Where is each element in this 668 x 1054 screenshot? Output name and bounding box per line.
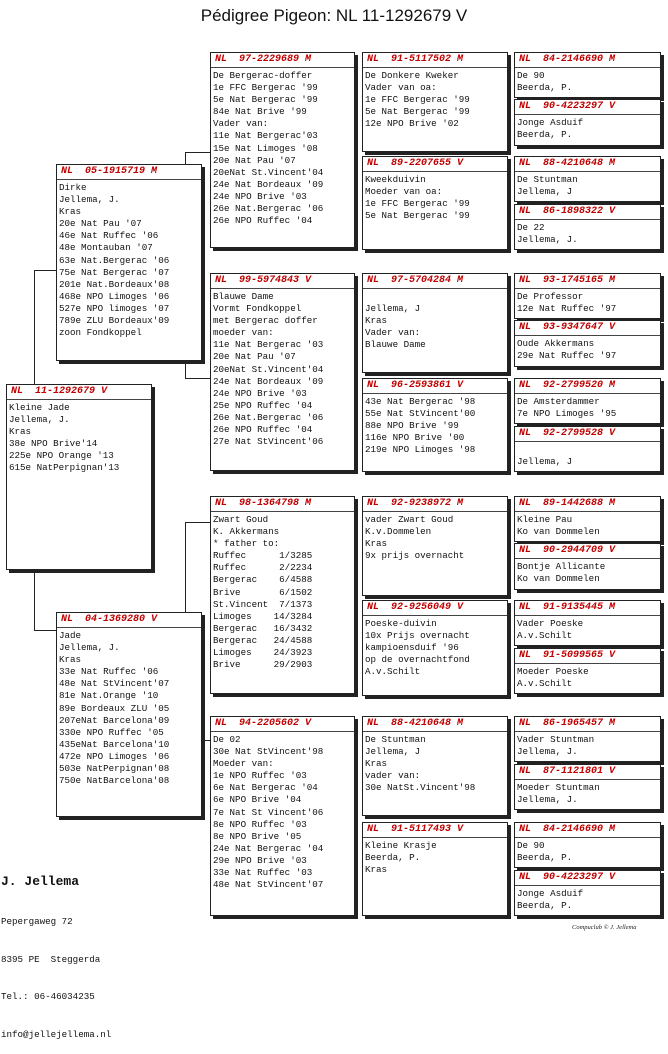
ring-number: NL 93-9347647 V (515, 321, 660, 336)
ring-number: NL 97-5704284 M (363, 274, 507, 289)
detail-line: 88e NPO Brive '99 (365, 420, 459, 432)
detail-line: 26e Nat.Bergerac '06 (213, 203, 324, 215)
ring-number: NL 91-5099565 V (515, 649, 660, 664)
detail-line: De 90 (517, 70, 545, 81)
connector-line (34, 270, 56, 271)
detail-line: Jonge Asduif (517, 117, 584, 128)
detail-line: Jellema, J (365, 303, 421, 315)
detail-line: Oude Akkermans (517, 338, 595, 349)
detail-line: Vader van oa: (365, 82, 437, 94)
pigeon-details (515, 172, 660, 198)
pedigree-card-g8 (514, 426, 661, 472)
ring-number: NL 05-1915719 M (57, 165, 201, 180)
pedigree-card-mother (56, 612, 202, 817)
pigeon-details (7, 400, 151, 475)
detail-line: Beerda, P. (517, 852, 573, 864)
detail-line: 48e Nat StVincent'07 (213, 879, 324, 891)
pedigree-card-ffm (362, 156, 508, 250)
detail-line: A.v.Schilt (517, 678, 573, 690)
pigeon-details (363, 732, 507, 794)
detail-line: 26e NPO Ruffec '04 (213, 424, 313, 436)
ring-number: NL 90-4223297 V (515, 871, 660, 886)
detail-line: 225e NPO Orange '13 (9, 450, 114, 462)
detail-line: 26e NPO Ruffec '04 (213, 215, 313, 227)
detail-line: Moeder Stuntman (517, 782, 600, 793)
pedigree-card-g11 (514, 600, 661, 646)
pigeon-details (515, 442, 660, 468)
detail-line: 789e ZLU Bordeaux'09 (59, 315, 170, 327)
pedigree-card-g12 (514, 648, 661, 694)
detail-line: 10x Prijs overnacht (365, 630, 470, 642)
detail-line: Kras (365, 538, 388, 550)
pigeon-details (515, 220, 660, 246)
connector-line (185, 522, 186, 612)
pedigree-card-g14 (514, 764, 661, 810)
detail-line: 29e NPO Brive '03 (213, 854, 307, 866)
detail-line (517, 444, 660, 456)
detail-line: Ko van Dommelen (517, 526, 600, 538)
detail-line: 20e Nat Pau '07 (213, 154, 296, 166)
pigeon-details (363, 394, 507, 456)
detail-line: 6e Nat Bergerac '04 (213, 782, 318, 794)
detail-line: K.v.Dommelen (365, 526, 432, 538)
pigeon-details (363, 512, 507, 562)
detail-line: 24e NPO Brive '03 (213, 190, 307, 202)
detail-line: 435eNat Barcelona'10 (59, 738, 170, 750)
detail-line: 615e NatPerpignan'13 (9, 462, 120, 474)
detail-line: 8e NPO Brive '05 (213, 830, 302, 842)
pedigree-card-g5 (514, 273, 661, 319)
detail-line: 48e Montauban '07 (59, 242, 153, 254)
pedigree-card-subject (6, 384, 152, 570)
detail-line: Bergerac 16/3432 (213, 622, 313, 634)
detail-line: 11e Nat Bergerac '03 (213, 339, 324, 351)
detail-line: met Bergerac doffer (213, 315, 318, 327)
pedigree-card-g13 (514, 716, 661, 762)
detail-line: A.v.Schilt (517, 630, 573, 642)
ring-number: NL 04-1369280 V (57, 613, 201, 628)
ring-number: NL 89-2207655 V (363, 157, 507, 172)
software-credit: Compuclub © J. Jellema (572, 924, 637, 931)
pigeon-details (515, 886, 660, 912)
pedigree-card-g15 (514, 822, 661, 868)
detail-line: 468e NPO Limoges '06 (59, 290, 170, 302)
pigeon-details (515, 616, 660, 642)
detail-line: Jellema, J. (517, 794, 578, 806)
detail-line: Jonge Asduif (517, 888, 584, 899)
detail-line: 46e Nat Ruffec '06 (59, 230, 159, 242)
detail-line: Jellema, J (517, 186, 573, 198)
ring-number: NL 91-5117493 V (363, 823, 507, 838)
connector-line (34, 270, 35, 384)
pigeon-details (57, 628, 201, 787)
detail-line: Vader van: (365, 327, 421, 339)
detail-line: 116e NPO Brive '00 (365, 432, 465, 444)
detail-line: 24e Nat Bergerac '04 (213, 842, 324, 854)
detail-line: De Stuntman (517, 174, 578, 185)
connector-line (185, 152, 210, 153)
pigeon-details (363, 289, 507, 351)
detail-line: Jellema, J. (59, 642, 120, 654)
detail-line: 207eNat Barcelona'09 (59, 714, 170, 726)
detail-line: Beerda, P. (517, 129, 573, 141)
detail-line: Bontje Allicante (517, 561, 606, 572)
detail-line: Jellema, J (365, 746, 421, 758)
pigeon-details (363, 838, 507, 876)
page-title: Pédigree Pigeon: NL 11-1292679 V (200, 6, 468, 25)
detail-line: Ruffec 1/3285 (213, 550, 313, 562)
detail-line: Vader Stuntman (517, 734, 595, 745)
pedigree-card-g1 (514, 52, 661, 98)
breeder-city: 8395 PE Steggerda (1, 953, 101, 965)
detail-line: vader van: (365, 770, 421, 782)
ring-number: NL 11-1292679 V (7, 385, 151, 400)
detail-line: 55e Nat StVincent'00 (365, 408, 476, 420)
detail-line: 20eNat St.Vincent'04 (213, 363, 324, 375)
ring-number: NL 96-2593861 V (363, 379, 507, 394)
detail-line: St.Vincent 7/1373 (213, 598, 313, 610)
pigeon-details (57, 180, 201, 339)
detail-line: 6e NPO Brive '04 (213, 794, 302, 806)
ring-number: NL 84-2146690 M (515, 53, 660, 68)
detail-line: 5e Nat Bergerac '99 (213, 94, 318, 106)
detail-line: 1e FFC Bergerac '99 (365, 198, 470, 210)
pigeon-details (363, 68, 507, 130)
detail-line: Kweekduivin (365, 174, 426, 185)
detail-line: A.v.Schilt (365, 666, 421, 678)
detail-line: 25e NPO Ruffec '04 (213, 399, 313, 411)
detail-line: Blauwe Dame (213, 291, 274, 302)
detail-line: 33e Nat Ruffec '03 (213, 867, 313, 879)
pedigree-card-g7 (514, 378, 661, 424)
pigeon-details (515, 838, 660, 864)
detail-line: De Professor (517, 291, 584, 302)
pedigree-card-fff (362, 52, 508, 152)
detail-line (365, 291, 507, 303)
detail-line: Limoges 14/3284 (213, 610, 313, 622)
pedigree-card-mm (210, 716, 355, 916)
pigeon-details (515, 664, 660, 690)
detail-line: 5e Nat Bergerac '99 (365, 106, 470, 118)
connector-line (34, 630, 56, 631)
pedigree-card-fm (210, 273, 355, 471)
detail-line: Moeder van oa: (365, 186, 443, 198)
detail-line: 7e NPO Limoges '95 (517, 408, 617, 420)
detail-line: Vader Poeske (517, 618, 584, 629)
detail-line: 29e Nat Ruffec '97 (517, 350, 617, 362)
detail-line: 20e Nat Pau '07 (213, 351, 296, 363)
detail-line: 24e Nat Bordeaux '09 (213, 178, 324, 190)
detail-line: Jellema, J. (517, 234, 578, 246)
detail-line: Kleine Krasje (365, 840, 437, 851)
ring-number: NL 97-2229689 M (211, 53, 354, 68)
pedigree-card-g3 (514, 156, 661, 202)
detail-line: 503e NatPerpignan'08 (59, 763, 170, 775)
detail-line: De 90 (517, 840, 545, 851)
ring-number: NL 91-5117502 M (363, 53, 507, 68)
ring-number: NL 92-9238972 M (363, 497, 507, 512)
detail-line: Ko van Dommelen (517, 573, 600, 585)
detail-line: K. Akkermans (213, 526, 280, 538)
pigeon-details (515, 336, 660, 362)
pedigree-card-father (56, 164, 202, 361)
pigeon-details (515, 289, 660, 315)
breeder-address: Pepergaweg 72 (1, 916, 73, 927)
detail-line: Brive 6/1502 (213, 586, 313, 598)
detail-line: 750e NatBarcelona'08 (59, 775, 170, 787)
detail-line: Blauwe Dame (365, 339, 426, 351)
detail-line: De Stuntman (365, 734, 426, 745)
pedigree-card-g6 (514, 320, 661, 367)
detail-line: Jellema, J. (9, 414, 70, 426)
detail-line: Jellema, J (517, 456, 573, 468)
ring-number: NL 87-1121801 V (515, 765, 660, 780)
detail-line: Kleine Pau (517, 514, 573, 525)
detail-line: op de overnachtfond (365, 654, 470, 666)
detail-line: moeder van: (213, 327, 274, 339)
detail-line: 7e Nat St Vincent'06 (213, 806, 324, 818)
detail-line: Moeder van: (213, 758, 274, 770)
connector-line (185, 378, 210, 379)
ring-number: NL 86-1898322 V (515, 205, 660, 220)
pigeon-details (515, 559, 660, 585)
pedigree-card-g16 (514, 870, 661, 916)
detail-line: 1e FFC Bergerac '99 (213, 82, 318, 94)
pigeon-details (515, 394, 660, 420)
detail-line: Bergerac 24/4588 (213, 634, 313, 646)
detail-line: 30e NatSt.Vincent'98 (365, 782, 476, 794)
detail-line: 472e NPO Limoges '06 (59, 750, 170, 762)
pedigree-card-mf (210, 496, 355, 694)
pedigree-card-mff (362, 496, 508, 596)
detail-line: Beerda, P. (365, 852, 421, 864)
detail-line: 5e Nat Bergerac '99 (365, 210, 470, 222)
detail-line: Jade (59, 630, 82, 641)
breeder-phone: Tel.: 06-46034235 (1, 991, 95, 1002)
ring-number: NL 88-4210648 M (515, 157, 660, 172)
pigeon-details (211, 68, 354, 227)
detail-line: 11e Nat Bergerac'03 (213, 130, 318, 142)
breeder-info (1, 848, 111, 1054)
detail-line: 1e NPO Ruffec '03 (213, 770, 307, 782)
pigeon-details (515, 780, 660, 806)
ring-number: NL 89-1442688 M (515, 497, 660, 512)
ring-number: NL 88-4210648 M (363, 717, 507, 732)
detail-line: 75e Nat Bergerac '07 (59, 266, 170, 278)
pedigree-card-fmm (362, 378, 508, 472)
detail-line: 24e Nat Bordeaux '09 (213, 375, 324, 387)
detail-line: Vader van: (213, 118, 269, 130)
detail-line: Moeder Poeske (517, 666, 589, 677)
detail-line: Jellema, J. (517, 746, 578, 758)
detail-line: 201e Nat.Bordeaux'08 (59, 278, 170, 290)
detail-line: 1e FFC Bergerac '99 (365, 94, 470, 106)
detail-line: zoon Fondkoppel (59, 327, 142, 339)
ring-number: NL 98-1364798 M (211, 497, 354, 512)
breeder-email: info@jellejellema.nl (1, 1028, 112, 1040)
connector-line (185, 360, 186, 378)
detail-line: De Donkere Kweker (365, 70, 459, 81)
pedigree-card-g9 (514, 496, 661, 542)
detail-line: 81e Nat.Orange '10 (59, 690, 159, 702)
detail-line: 33e Nat Ruffec '06 (59, 666, 159, 678)
detail-line: Vormt Fondkoppel (213, 303, 302, 315)
detail-line: 26e Nat.Bergerac '06 (213, 411, 324, 423)
detail-line: 20e Nat Pau '07 (59, 218, 142, 230)
pigeon-details (363, 616, 507, 678)
detail-line: Poeske-duivin (365, 618, 437, 629)
pigeon-details (515, 732, 660, 758)
detail-line: Kras (59, 654, 82, 666)
pedigree-card-mfm (362, 600, 508, 696)
detail-line: Beerda, P. (517, 900, 573, 912)
detail-line: Dirke (59, 182, 87, 193)
detail-line: Kleine Jade (9, 402, 70, 413)
detail-line: 219e NPO Limoges '98 (365, 444, 476, 456)
ring-number: NL 92-9256049 V (363, 601, 507, 616)
detail-line: 9x prijs overnacht (365, 550, 465, 562)
detail-line: 30e Nat StVincent'98 (213, 746, 324, 758)
pigeon-details (515, 512, 660, 538)
ring-number: NL 93-1745165 M (515, 274, 660, 289)
pedigree-card-ff (210, 52, 355, 248)
ring-number: NL 91-9135445 M (515, 601, 660, 616)
pigeon-details (211, 732, 354, 891)
detail-line: Kras (365, 758, 388, 770)
detail-line: kampioensduif '96 (365, 642, 459, 654)
detail-line: Beerda, P. (517, 82, 573, 94)
ring-number: NL 84-2146690 M (515, 823, 660, 838)
detail-line: 330e NPO Ruffec '05 (59, 726, 164, 738)
detail-line: 20eNat St.Vincent'04 (213, 166, 324, 178)
detail-line: 43e Nat Bergerac '98 (365, 396, 476, 407)
detail-line: Limoges 24/3923 (213, 647, 313, 659)
pigeon-details (211, 289, 354, 448)
detail-line: 12e Nat Ruffec '97 (517, 303, 617, 315)
detail-line: 24e NPO Brive '03 (213, 387, 307, 399)
detail-line: De Amsterdammer (517, 396, 600, 407)
detail-line: Kras (365, 864, 388, 876)
detail-line: Kras (365, 315, 388, 327)
detail-line: 27e Nat StVincent'06 (213, 436, 324, 448)
detail-line: 84e Nat Brive '99 (213, 106, 307, 118)
ring-number: NL 92-2799520 M (515, 379, 660, 394)
pigeon-details (363, 172, 507, 222)
pedigree-card-fmf (362, 273, 508, 373)
detail-line: Jellema, J. (59, 194, 120, 206)
detail-line: * father to: (213, 538, 280, 550)
connector-line (185, 522, 210, 523)
breeder-name: J. Jellema (1, 874, 80, 889)
ring-number: NL 86-1965457 M (515, 717, 660, 732)
detail-line: Brive 29/2903 (213, 659, 313, 671)
detail-line: vader Zwart Goud (365, 514, 454, 525)
detail-line: 38e NPO Brive'14 (9, 438, 98, 450)
detail-line: De Bergerac-doffer (213, 70, 313, 81)
pedigree-card-mmf (362, 716, 508, 816)
detail-line: Bergerac 6/4588 (213, 574, 313, 586)
detail-line: De 22 (517, 222, 545, 233)
detail-line: 15e Nat Limoges '08 (213, 142, 318, 154)
ring-number: NL 92-2799528 V (515, 427, 660, 442)
detail-line: 48e Nat StVincent'07 (59, 678, 170, 690)
detail-line: 89e Bordeaux ZLU '05 (59, 702, 170, 714)
detail-line: Zwart Goud (213, 514, 269, 525)
detail-line: Kras (59, 206, 82, 218)
detail-line: 63e Nat.Bergerac '06 (59, 254, 170, 266)
detail-line: De 02 (213, 734, 241, 745)
detail-line: Ruffec 2/2234 (213, 562, 313, 574)
pedigree-card-g10 (514, 543, 661, 590)
pedigree-card-g4 (514, 204, 661, 250)
ring-number: NL 99-5974843 V (211, 274, 354, 289)
detail-line: 8e NPO Ruffec '03 (213, 818, 307, 830)
pedigree-card-mmm (362, 822, 508, 916)
detail-line: 12e NPO Brive '02 (365, 118, 459, 130)
pigeon-details (515, 68, 660, 94)
pedigree-card-g2 (514, 99, 661, 146)
ring-number: NL 90-2944709 V (515, 544, 660, 559)
pigeon-details (515, 115, 660, 141)
ring-number: NL 94-2205602 V (211, 717, 354, 732)
detail-line: 527e NPO limoges '07 (59, 302, 170, 314)
detail-line: Kras (9, 426, 32, 438)
pigeon-details (211, 512, 354, 671)
ring-number: NL 90-4223297 V (515, 100, 660, 115)
